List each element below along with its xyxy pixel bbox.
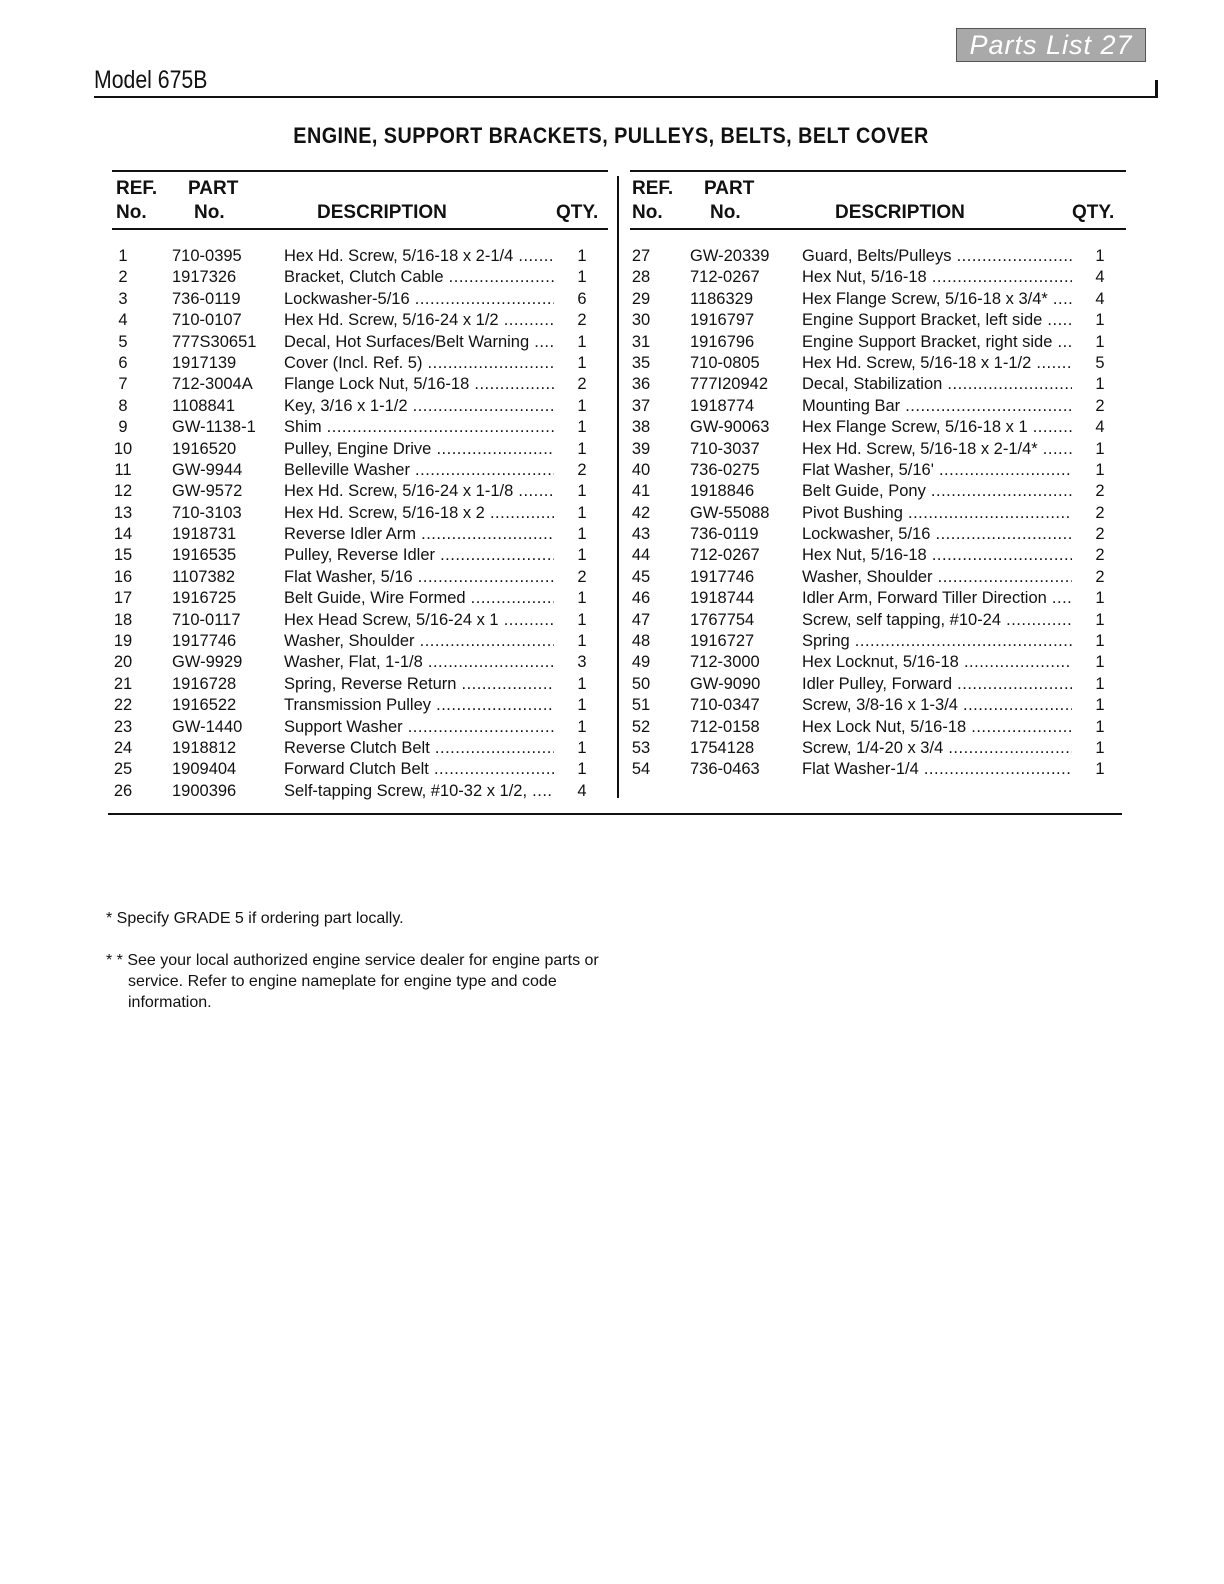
table-row bbox=[112, 353, 608, 374]
ref-cell: 22 bbox=[113, 696, 133, 715]
description-cell: Hex Flange Screw, 5/16-18 x 1 ..... bbox=[802, 417, 1072, 438]
table-row bbox=[112, 610, 608, 631]
qty-cell: 1 bbox=[1095, 375, 1105, 394]
part-number-cell: 736-0119 bbox=[690, 525, 759, 544]
ref-cell: 26 bbox=[113, 781, 133, 800]
description-cell: Hex Hd. Screw, 5/16-18 x 2 ..... bbox=[284, 503, 554, 524]
table-header-bottom-rule bbox=[630, 228, 1126, 230]
part-number-cell: 1917326 bbox=[172, 268, 237, 287]
qty-cell: 1 bbox=[577, 589, 587, 608]
table-row bbox=[112, 738, 608, 759]
qty-cell: 1 bbox=[1095, 738, 1105, 757]
parts-table-left bbox=[112, 170, 608, 810]
part-number-cell: 1918731 bbox=[172, 525, 237, 544]
qty-cell: 4 bbox=[577, 781, 587, 800]
part-number-cell: 710-3103 bbox=[172, 503, 242, 522]
part-number-cell: 736-0463 bbox=[690, 760, 760, 779]
col-description: DESCRIPTION bbox=[317, 202, 447, 223]
description-cell: Hex Flange Screw, 5/16-18 x 3/4* ..... bbox=[802, 289, 1072, 310]
table-row bbox=[112, 439, 608, 460]
table-row bbox=[112, 674, 608, 695]
rows-right bbox=[630, 246, 1126, 781]
description-cell: Cover (Incl. Ref. 5) ..... bbox=[284, 353, 554, 374]
col-description: DESCRIPTION bbox=[835, 202, 965, 223]
ref-cell: 23 bbox=[113, 717, 133, 736]
part-number-cell: 1754128 bbox=[690, 738, 755, 757]
ref-cell: 17 bbox=[113, 589, 133, 608]
ref-cell: 47 bbox=[631, 610, 651, 629]
description-cell: Hex Hd. Screw, 5/16-24 x 1-1/8 ..... bbox=[284, 481, 554, 502]
description-cell: Shim ..... bbox=[284, 417, 554, 438]
part-number-cell: 1918774 bbox=[690, 396, 755, 415]
table-row bbox=[112, 417, 608, 438]
ref-cell: 27 bbox=[631, 247, 651, 265]
qty-cell: 1 bbox=[577, 247, 587, 265]
description-cell: Hex Hd. Screw, 5/16-18 x 1-1/2 ..... bbox=[802, 353, 1072, 374]
qty-cell: 1 bbox=[1095, 674, 1105, 693]
part-number-cell: 736-0119 bbox=[172, 289, 241, 308]
table-row bbox=[630, 267, 1126, 288]
table-row bbox=[630, 610, 1126, 631]
table-row bbox=[112, 588, 608, 609]
table-row bbox=[630, 374, 1126, 395]
footnote-engine-dealer-line3: information. bbox=[128, 994, 212, 1011]
description-cell: Flat Washer-1/4 ..... bbox=[802, 759, 1072, 780]
qty-cell: 1 bbox=[1095, 311, 1105, 330]
col-qty: QTY. bbox=[1072, 202, 1115, 223]
description-cell: Hex Nut, 5/16-18 ..... bbox=[802, 545, 1072, 566]
qty-cell: 1 bbox=[577, 738, 587, 757]
description-cell: Flat Washer, 5/16 ..... bbox=[284, 567, 554, 588]
ref-cell: 40 bbox=[631, 460, 651, 479]
ref-cell: 29 bbox=[631, 289, 651, 308]
qty-cell: 1 bbox=[577, 760, 587, 779]
qty-cell: 3 bbox=[577, 653, 587, 672]
part-number-cell: 710-0805 bbox=[690, 353, 760, 372]
description-cell: Belt Guide, Wire Formed ..... bbox=[284, 588, 554, 609]
part-number-cell: 712-0267 bbox=[690, 268, 760, 287]
table-bottom-rule bbox=[108, 813, 1122, 815]
description-cell: Bracket, Clutch Cable ..... bbox=[284, 267, 554, 288]
qty-cell: 1 bbox=[1095, 610, 1105, 629]
description-cell: Hex Hd. Screw, 5/16-24 x 1/2 ..... bbox=[284, 310, 554, 331]
table-row bbox=[112, 460, 608, 481]
table-row bbox=[630, 481, 1126, 502]
table-row bbox=[630, 759, 1126, 780]
description-cell: Decal, Hot Surfaces/Belt Warning ..... bbox=[284, 332, 554, 353]
table-row bbox=[630, 695, 1126, 716]
table-row bbox=[112, 396, 608, 417]
parts-table-right bbox=[630, 170, 1126, 810]
qty-cell: 5 bbox=[1095, 353, 1105, 372]
table-row bbox=[630, 503, 1126, 524]
table-row bbox=[112, 695, 608, 716]
part-number-cell: 1918744 bbox=[690, 589, 755, 608]
qty-cell: 1 bbox=[577, 439, 587, 458]
table-row bbox=[112, 545, 608, 566]
part-number-cell: 712-3000 bbox=[690, 653, 760, 672]
part-number-cell: 777I20942 bbox=[690, 375, 768, 394]
ref-cell: 46 bbox=[631, 589, 651, 608]
qty-cell: 1 bbox=[1095, 332, 1105, 351]
qty-cell: 1 bbox=[1095, 589, 1105, 608]
qty-cell: 1 bbox=[577, 546, 587, 565]
qty-cell: 1 bbox=[577, 674, 587, 693]
ref-cell: 31 bbox=[631, 332, 651, 351]
col-ref-bottom: No. bbox=[116, 202, 147, 223]
table-row bbox=[112, 503, 608, 524]
ref-cell: 20 bbox=[113, 653, 133, 672]
qty-cell: 1 bbox=[1095, 247, 1105, 265]
part-number-cell: GW-9090 bbox=[690, 674, 761, 693]
part-number-cell: 1767754 bbox=[690, 610, 755, 629]
part-number-cell: 1108841 bbox=[172, 396, 236, 415]
column-divider bbox=[617, 176, 619, 798]
table-row bbox=[630, 353, 1126, 374]
description-cell: Hex Head Screw, 5/16-24 x 1 ..... bbox=[284, 610, 554, 631]
ref-cell: 15 bbox=[113, 546, 133, 565]
description-cell: Support Washer ..... bbox=[284, 717, 554, 738]
table-header-bottom-rule bbox=[112, 228, 608, 230]
qty-cell: 1 bbox=[577, 503, 587, 522]
description-cell: Pivot Bushing ..... bbox=[802, 503, 1072, 524]
qty-cell: 1 bbox=[1095, 439, 1105, 458]
ref-cell: 21 bbox=[113, 674, 133, 693]
ref-cell: 7 bbox=[118, 375, 128, 394]
description-cell: Flat Washer, 5/16' ..... bbox=[802, 460, 1072, 481]
part-number-cell: GW-1138-1 bbox=[172, 418, 256, 437]
part-number-cell: 1917746 bbox=[172, 632, 237, 651]
table-row bbox=[112, 567, 608, 588]
qty-cell: 6 bbox=[577, 289, 587, 308]
description-cell: Flange Lock Nut, 5/16-18 ..... bbox=[284, 374, 554, 395]
ref-cell: 13 bbox=[113, 503, 133, 522]
table-row bbox=[112, 481, 608, 502]
ref-cell: 24 bbox=[113, 738, 133, 757]
col-part-bottom: No. bbox=[710, 202, 741, 223]
table-row bbox=[112, 524, 608, 545]
ref-cell: 37 bbox=[631, 396, 651, 415]
table-row bbox=[630, 631, 1126, 652]
part-number-cell: GW-90063 bbox=[690, 418, 770, 437]
description-cell: Pulley, Reverse Idler ..... bbox=[284, 545, 554, 566]
qty-cell: 1 bbox=[1095, 460, 1105, 479]
part-number-cell: 1918812 bbox=[172, 738, 237, 757]
footnote-engine-dealer-line2: service. Refer to engine nameplate for engine type and code bbox=[128, 973, 557, 990]
table-row bbox=[630, 417, 1126, 438]
qty-cell: 1 bbox=[1095, 696, 1105, 715]
part-number-cell: 1918846 bbox=[690, 482, 755, 501]
table-row bbox=[630, 524, 1126, 545]
part-number-cell: 1916728 bbox=[172, 674, 237, 693]
col-qty: QTY. bbox=[556, 202, 599, 223]
description-cell: Hex Hd. Screw, 5/16-18 x 2-1/4* ..... bbox=[802, 439, 1072, 460]
part-number-cell: GW-55088 bbox=[690, 503, 770, 522]
table-row bbox=[112, 717, 608, 738]
ref-cell: 53 bbox=[631, 738, 651, 757]
table-row bbox=[112, 332, 608, 353]
ref-cell: 25 bbox=[113, 760, 133, 779]
description-cell: Engine Support Bracket, left side ..... bbox=[802, 310, 1072, 331]
part-number-cell: 1916727 bbox=[690, 632, 755, 651]
qty-cell: 1 bbox=[577, 332, 587, 351]
part-number-cell: 777S30651 bbox=[172, 332, 257, 351]
ref-cell: 9 bbox=[118, 418, 128, 437]
ref-cell: 41 bbox=[631, 482, 651, 501]
qty-cell: 4 bbox=[1095, 289, 1105, 308]
col-ref-top: REF. bbox=[632, 178, 674, 199]
part-number-cell: 736-0275 bbox=[690, 460, 760, 479]
table-row bbox=[630, 545, 1126, 566]
ref-cell: 39 bbox=[631, 439, 651, 458]
table-row bbox=[112, 246, 608, 267]
table-row bbox=[112, 781, 608, 802]
table-row bbox=[630, 332, 1126, 353]
description-cell: Belleville Washer ..... bbox=[284, 460, 554, 481]
part-number-cell: 1916796 bbox=[690, 332, 755, 351]
table-row bbox=[630, 289, 1126, 310]
description-cell: Hex Lock Nut, 5/16-18 ..... bbox=[802, 717, 1072, 738]
ref-cell: 48 bbox=[631, 632, 651, 651]
table-row bbox=[630, 674, 1126, 695]
qty-cell: 2 bbox=[1095, 482, 1105, 501]
ref-cell: 8 bbox=[118, 396, 128, 415]
qty-cell: 1 bbox=[577, 696, 587, 715]
part-number-cell: 1916725 bbox=[172, 589, 237, 608]
qty-cell: 2 bbox=[577, 567, 587, 586]
table-row bbox=[112, 631, 608, 652]
part-number-cell: 1900396 bbox=[172, 781, 237, 800]
ref-cell: 18 bbox=[113, 610, 133, 629]
description-cell: Screw, 3/8-16 x 1-3/4 ..... bbox=[802, 695, 1072, 716]
table-row bbox=[630, 588, 1126, 609]
ref-cell: 51 bbox=[631, 696, 651, 715]
footnote-grade5: * Specify GRADE 5 if ordering part locally. bbox=[106, 910, 404, 927]
table-row bbox=[112, 310, 608, 331]
part-number-cell: 710-0347 bbox=[690, 696, 760, 715]
qty-cell: 2 bbox=[577, 460, 587, 479]
ref-cell: 45 bbox=[631, 567, 651, 586]
part-number-cell: GW-9572 bbox=[172, 482, 243, 501]
part-number-cell: 1916797 bbox=[690, 311, 755, 330]
description-cell: Reverse Clutch Belt ..... bbox=[284, 738, 554, 759]
table-row bbox=[630, 652, 1126, 673]
description-cell: Spring ..... bbox=[802, 631, 1072, 652]
table-row bbox=[630, 439, 1126, 460]
description-cell: Spring, Reverse Return ..... bbox=[284, 674, 554, 695]
part-number-cell: 712-3004A bbox=[172, 375, 253, 394]
qty-cell: 1 bbox=[577, 268, 587, 287]
parts-list-badge: Parts List 27 bbox=[956, 28, 1146, 62]
description-cell: Washer, Flat, 1-1/8 ..... bbox=[284, 652, 554, 673]
ref-cell: 28 bbox=[631, 268, 651, 287]
part-number-cell: GW-1440 bbox=[172, 717, 243, 736]
description-cell: Hex Locknut, 5/16-18 ..... bbox=[802, 652, 1072, 673]
part-number-cell: 1917139 bbox=[172, 353, 237, 372]
part-number-cell: 710-0395 bbox=[172, 247, 242, 265]
ref-cell: 11 bbox=[114, 460, 132, 479]
ref-cell: 49 bbox=[631, 653, 651, 672]
description-cell: Screw, 1/4-20 x 3/4 ..... bbox=[802, 738, 1072, 759]
ref-cell: 2 bbox=[118, 268, 128, 287]
qty-cell: 1 bbox=[577, 353, 587, 372]
qty-cell: 2 bbox=[1095, 396, 1105, 415]
rows-left bbox=[112, 246, 608, 802]
table-row bbox=[112, 374, 608, 395]
qty-cell: 2 bbox=[577, 311, 587, 330]
qty-cell: 1 bbox=[577, 717, 587, 736]
ref-cell: 14 bbox=[113, 525, 133, 544]
qty-cell: 2 bbox=[1095, 503, 1105, 522]
qty-cell: 1 bbox=[1095, 632, 1105, 651]
footnote-engine-dealer bbox=[106, 950, 600, 1013]
table-row bbox=[630, 738, 1126, 759]
col-ref-bottom: No. bbox=[632, 202, 663, 223]
part-number-cell: 1916535 bbox=[172, 546, 237, 565]
table-header-top-rule bbox=[112, 170, 608, 172]
ref-cell: 3 bbox=[118, 289, 128, 308]
description-cell: Decal, Stabilization ..... bbox=[802, 374, 1072, 395]
part-number-cell: 710-0107 bbox=[172, 311, 242, 330]
description-cell: Key, 3/16 x 1-1/2 ..... bbox=[284, 396, 554, 417]
ref-cell: 30 bbox=[631, 311, 651, 330]
description-cell: Mounting Bar ..... bbox=[802, 396, 1072, 417]
description-cell: Washer, Shoulder ..... bbox=[284, 631, 554, 652]
qty-cell: 1 bbox=[577, 632, 587, 651]
description-cell: Reverse Idler Arm ..... bbox=[284, 524, 554, 545]
model-label: Model 675B bbox=[94, 66, 208, 94]
part-number-cell: 1186329 bbox=[690, 289, 754, 308]
table-row bbox=[630, 246, 1126, 267]
ref-cell: 38 bbox=[631, 418, 651, 437]
ref-cell: 54 bbox=[631, 760, 651, 779]
description-cell: Idler Arm, Forward Tiller Direction ..... bbox=[802, 588, 1072, 609]
ref-cell: 35 bbox=[631, 353, 651, 372]
part-number-cell: 710-0117 bbox=[172, 610, 241, 629]
description-cell: Engine Support Bracket, right side ..... bbox=[802, 332, 1072, 353]
table-row bbox=[630, 460, 1126, 481]
part-number-cell: 1909404 bbox=[172, 760, 237, 779]
section-title: ENGINE, SUPPORT BRACKETS, PULLEYS, BELTS, BELT COVER bbox=[293, 123, 929, 148]
description-cell: Hex Hd. Screw, 5/16-18 x 2-1/4 ..... bbox=[284, 246, 554, 267]
part-number-cell: 1916520 bbox=[172, 439, 237, 458]
ref-cell: 43 bbox=[631, 525, 651, 544]
description-cell: Lockwasher, 5/16 ..... bbox=[802, 524, 1072, 545]
qty-cell: 2 bbox=[577, 375, 587, 394]
col-part-top: PART bbox=[188, 178, 239, 199]
ref-cell: 4 bbox=[118, 311, 128, 330]
qty-cell: 2 bbox=[1095, 546, 1105, 565]
part-number-cell: 1917746 bbox=[690, 567, 755, 586]
ref-cell: 36 bbox=[631, 375, 651, 394]
description-cell: Belt Guide, Pony ..... bbox=[802, 481, 1072, 502]
ref-cell: 6 bbox=[118, 353, 128, 372]
qty-cell: 4 bbox=[1095, 418, 1105, 437]
ref-cell: 52 bbox=[631, 717, 651, 736]
qty-cell: 1 bbox=[1095, 760, 1105, 779]
qty-cell: 1 bbox=[1095, 653, 1105, 672]
ref-cell: 44 bbox=[631, 546, 651, 565]
ref-cell: 5 bbox=[118, 332, 128, 351]
qty-cell: 1 bbox=[577, 396, 587, 415]
table-row bbox=[630, 310, 1126, 331]
part-number-cell: 712-0158 bbox=[690, 717, 760, 736]
qty-cell: 4 bbox=[1095, 268, 1105, 287]
description-cell: Pulley, Engine Drive ..... bbox=[284, 439, 554, 460]
ref-cell: 19 bbox=[113, 632, 133, 651]
description-cell: Transmission Pulley ..... bbox=[284, 695, 554, 716]
ref-cell: 12 bbox=[113, 482, 133, 501]
description-cell: Hex Nut, 5/16-18 ..... bbox=[802, 267, 1072, 288]
description-cell: Idler Pulley, Forward ..... bbox=[802, 674, 1072, 695]
description-cell: Forward Clutch Belt ..... bbox=[284, 759, 554, 780]
table-row bbox=[112, 289, 608, 310]
qty-cell: 2 bbox=[1095, 567, 1105, 586]
col-part-top: PART bbox=[704, 178, 755, 199]
part-number-cell: GW-9944 bbox=[172, 460, 243, 479]
part-number-cell: 712-0267 bbox=[690, 546, 760, 565]
footnote-engine-dealer-line1: * * See your local authorized engine service dealer for engine parts or bbox=[106, 952, 599, 969]
part-number-cell: 1916522 bbox=[172, 696, 237, 715]
description-cell: Lockwasher-5/16 ..... bbox=[284, 289, 554, 310]
ref-cell: 10 bbox=[113, 439, 133, 458]
table-row bbox=[112, 652, 608, 673]
table-row bbox=[112, 759, 608, 780]
table-row bbox=[112, 267, 608, 288]
part-number-cell: GW-9929 bbox=[172, 653, 243, 672]
qty-cell: 1 bbox=[577, 482, 587, 501]
description-cell: Screw, self tapping, #10-24 ..... bbox=[802, 610, 1072, 631]
description-cell: Guard, Belts/Pulleys ..... bbox=[802, 246, 1072, 267]
qty-cell: 1 bbox=[577, 525, 587, 544]
ref-cell: 42 bbox=[631, 503, 651, 522]
ref-cell: 50 bbox=[631, 674, 651, 693]
col-part-bottom: No. bbox=[194, 202, 225, 223]
table-row bbox=[630, 717, 1126, 738]
qty-cell: 2 bbox=[1095, 525, 1105, 544]
qty-cell: 1 bbox=[577, 610, 587, 629]
qty-cell: 1 bbox=[1095, 717, 1105, 736]
part-number-cell: GW-20339 bbox=[690, 247, 770, 265]
table-row bbox=[630, 567, 1126, 588]
ref-cell: 16 bbox=[113, 567, 133, 586]
ref-cell: 1 bbox=[118, 247, 128, 265]
table-row bbox=[630, 396, 1126, 417]
header-rule bbox=[94, 96, 1158, 98]
part-number-cell: 710-3037 bbox=[690, 439, 760, 458]
col-ref-top: REF. bbox=[116, 178, 158, 199]
description-cell: Self-tapping Screw, #10-32 x 1/2, ..... bbox=[284, 781, 554, 802]
part-number-cell: 1107382 bbox=[172, 567, 236, 586]
qty-cell: 1 bbox=[577, 418, 587, 437]
description-cell: Washer, Shoulder ..... bbox=[802, 567, 1072, 588]
table-header-top-rule bbox=[630, 170, 1126, 172]
